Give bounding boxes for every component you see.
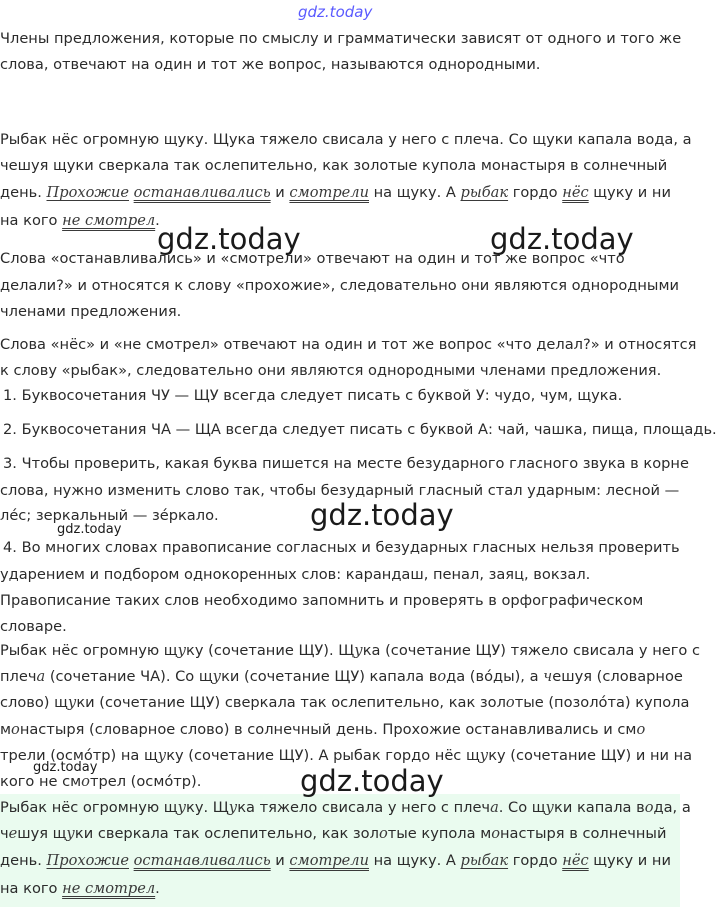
analysis-line: плеча (сочетание ЧА). Со щуки (сочетание ЩУ) капала вода (вóды), а чешуя (словарное (0, 668, 683, 685)
watermark: gdz.today (490, 222, 634, 256)
predicate: не смотрел (62, 212, 156, 229)
rule-line: 3. Чтобы проверить, какая буква пишется на месте безударного гласного звука в корне (3, 455, 689, 472)
subject: Прохожие (46, 184, 129, 201)
text-line: на кого не смотрел. (0, 212, 160, 229)
subject: рыбак (460, 184, 509, 201)
analysis-line: слово) щуки (сочетание ЩУ) сверкала так ослепительно, как золотые (позолóта) купола (0, 694, 690, 711)
subject: рыбак (460, 852, 509, 869)
explain-line: Слова «нёс» и «не смотрел» отвечают на один и тот же вопрос «что делал?» и относятся (0, 336, 697, 353)
predicate: смотрели (289, 184, 369, 201)
analysis-line: монастыря (словарное слово) в солнечный день. Прохожие останавливались и смо (0, 721, 646, 738)
predicate: нёс (562, 852, 589, 869)
rule-line: словаре. (0, 618, 67, 635)
text-line: день. Прохожие останавливались и смотрели на щуку. А рыбак гордо нёс щуку и ни (0, 852, 671, 869)
analysis-line: Рыбак нёс огромную щуку (сочетание ЩУ). Щука (сочетание ЩУ) тяжело свисала у него с (0, 642, 700, 659)
watermark: gdz.today (300, 764, 444, 798)
analysis-line: кого не смотрел (осмóтр). (0, 773, 202, 790)
watermark: gdz.today (298, 3, 373, 21)
explain-line: Слова «останавливались» и «смотрели» отвечают на один и тот же вопрос «что (0, 250, 625, 267)
predicate: смотрели (289, 852, 369, 869)
text-line: чешуя щуки сверкала так ослепительно, как золотые купола монастыря в солнечный (0, 825, 667, 842)
rule-line: Правописание таких слов необходимо запомнить и проверять в орфографическом (0, 592, 644, 609)
text-line: Рыбак нёс огромную щуку. Щука тяжело свисала у него с плеча. Со щуки капала вода, а (0, 131, 692, 148)
subject: Прохожие (46, 852, 129, 869)
definition-line: Члены предложения, которые по смыслу и грамматически зависят от одного и того же (0, 30, 682, 47)
text-line: чешуя щуки сверкала так ослепительно, как золотые купола монастыря в солнечный (0, 157, 668, 174)
rule-line: лéс; зеркальный — зéркало. (0, 507, 219, 524)
rule-line: слова, нужно изменить слово так, чтобы безударный гласный стал ударным: лесной — (0, 482, 680, 499)
predicate: нёс (562, 184, 589, 201)
explain-line: к слову «рыбак», следовательно они являются однородными членами предложения. (0, 362, 662, 379)
watermark: gdz.today (157, 222, 301, 256)
watermark: gdz.today (33, 760, 98, 775)
rule-line: 2. Буквосочетания ЧА — ЩА всегда следует писать с буквой А: чай, чашка, пища, площадь. (3, 421, 717, 438)
explain-line: делали?» и относятся к слову «прохожие», следовательно они являются однородными (0, 277, 679, 294)
text-line: день. Прохожие останавливались и смотрели на щуку. А рыбак гордо нёс щуку и ни (0, 184, 671, 201)
watermark: gdz.today (310, 498, 454, 532)
predicate: не смотрел (62, 880, 156, 897)
watermark: gdz.today (57, 522, 122, 537)
predicate: останавливались (133, 184, 271, 201)
text-line: Рыбак нёс огромную щуку. Щука тяжело свисала у него с плеча. Со щуки капала вода, а (0, 799, 691, 816)
rule-line: 1. Буквосочетания ЧУ — ЩУ всегда следует писать с буквой У: чудо, чум, щука. (3, 387, 623, 404)
predicate: останавливались (133, 852, 271, 869)
definition-line: слова, отвечают на один и тот же вопрос, называются однородными. (0, 56, 541, 73)
rule-line: ударением и подбором однокоренных слов: карандаш, пенал, заяц, вокзал. (0, 566, 591, 583)
analysis-line: трели (осмóтр) на щуку (сочетание ЩУ). А рыбак гордо нёс щуку (сочетание ЩУ) и ни на (0, 747, 693, 764)
rule-line: 4. Во многих словах правописание согласных и безударных гласных нельзя проверить (3, 539, 680, 556)
text-line: на кого не смотрел. (0, 880, 160, 897)
explain-line: членами предложения. (0, 303, 182, 320)
